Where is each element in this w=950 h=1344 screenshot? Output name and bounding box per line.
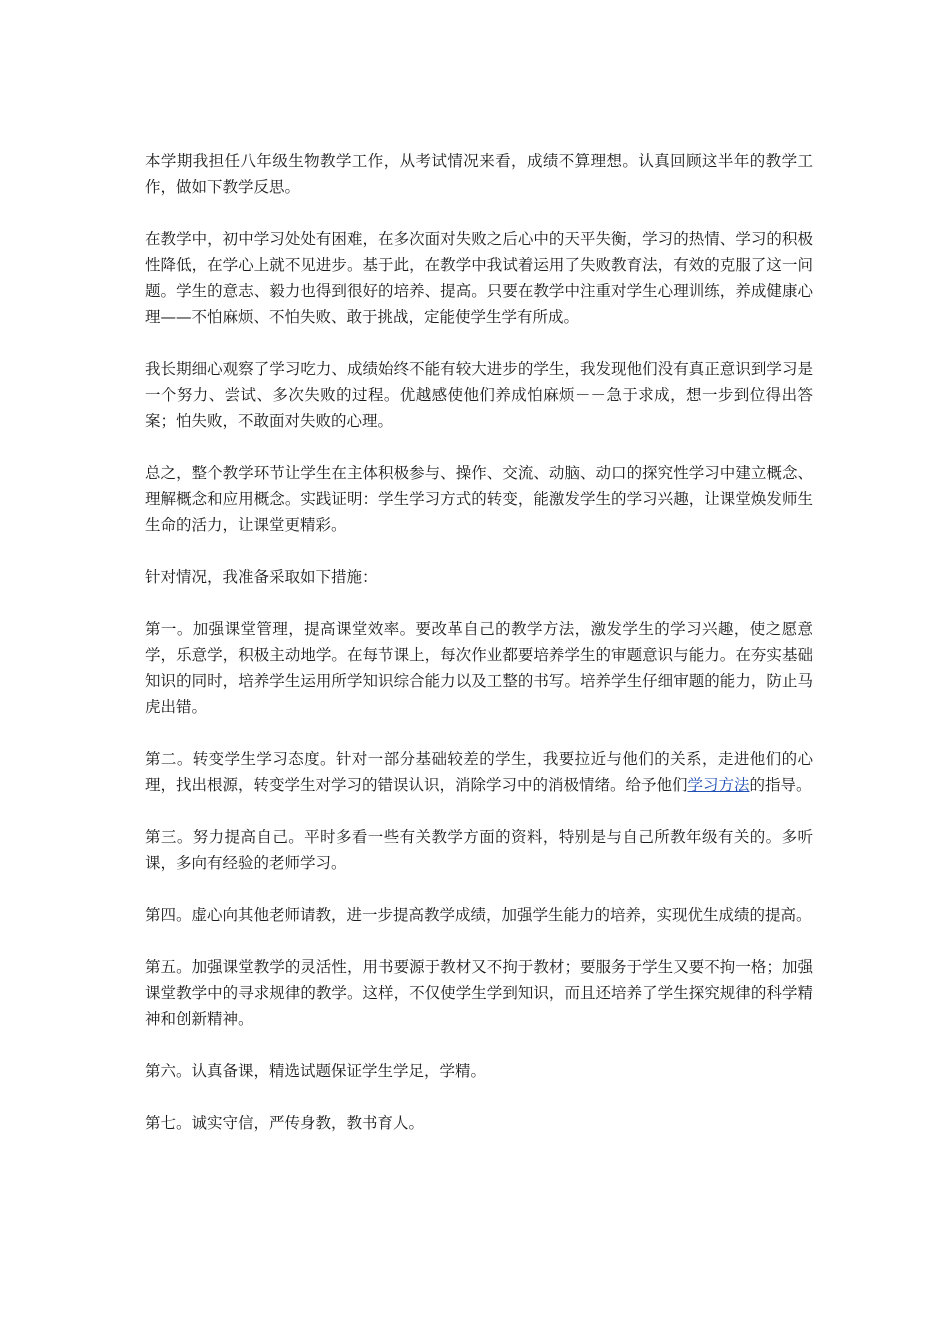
paragraph-measure-6: 第六。认真备课，精选试题保证学生学足，学精。 [145, 1062, 487, 1080]
document-body [145, 148, 813, 1162]
measure-2-text-after: 的指导。 [749, 776, 812, 794]
paragraph-intro: 本学期我担任八年级生物教学工作，从考试情况来看，成绩不算理想。认真回顾这半年的教学工作，做如下教学反思。 [145, 152, 813, 196]
paragraph-measure-3: 第三。努力提高自己。平时多看一些有关教学方面的资料，特别是与自己所教年级有关的。多听课，多向有经验的老师学习。 [145, 828, 813, 872]
paragraph-measure-4: 第四。虚心向其他老师请教，进一步提高教学成绩，加强学生能力的培养，实现优生成绩的提高。 [145, 906, 812, 924]
paragraph-summary: 总之，整个教学环节让学生在主体积极参与、操作、交流、动脑、动口的探究性学习中建立概念、理解概念和应用概念。实践证明：学生学习方式的转变，能激发学生的学习兴趣，让课堂焕发师生生命的活力，让课堂更精彩。 [145, 464, 813, 534]
measure-2-text-before: 第二。转变学生学习态度。针对一部分基础较差的学生，我要拉近与他们的关系，走进他们的心理，找出根源，转变学生对学习的错误认识，消除学习中的消极情绪。给予他们 [145, 750, 813, 794]
paragraph-measures-heading: 针对情况，我准备采取如下措施： [145, 568, 378, 586]
paragraph-measure-7: 第七。诚实守信，严传身教，教书育人。 [145, 1114, 425, 1132]
paragraph-measure-2 [145, 746, 813, 798]
paragraph-measure-5: 第五。加强课堂教学的灵活性，用书要源于教材又不拘于教材；要服务于学生又要不拘一格；加强课堂教学中的寻求规律的教学。这样，不仅使学生学到知识，而且还培养了学生探究规律的科学精神和创新精神。 [145, 958, 813, 1028]
study-method-link[interactable]: 学习方法 [687, 776, 750, 794]
paragraph-measure-1: 第一。加强课堂管理，提高课堂效率。要改革自己的教学方法，激发学生的学习兴趣，使之愿意学，乐意学，积极主动地学。在每节课上，每次作业都要培养学生的审题意识与能力。在夯实基础知识的同时，培养学生运用所学知识综合能力以及工整的书写。培养学生仔细审题的能力，防止马虎出错。 [145, 620, 813, 716]
paragraph-observation: 我长期细心观察了学习吃力、成绩始终不能有较大进步的学生，我发现他们没有真正意识到学习是一个努力、尝试、多次失败的过程。优越感使他们养成怕麻烦－－急于求成，想一步到位得出答案；怕失败，不敢面对失败的心理。 [145, 360, 813, 430]
paragraph-failure-education: 在教学中，初中学习处处有困难，在多次面对失败之后心中的天平失衡，学习的热情、学习的积极性降低，在学心上就不见进步。基于此，在教学中我试着运用了失败教育法，有效的克服了这一问题。学生的意志、毅力也得到很好的培养、提高。只要在教学中注重对学生心理训练，养成健康心理——不怕麻烦、不怕失败、敢于挑战，定能使学生学有所成。 [145, 230, 813, 326]
